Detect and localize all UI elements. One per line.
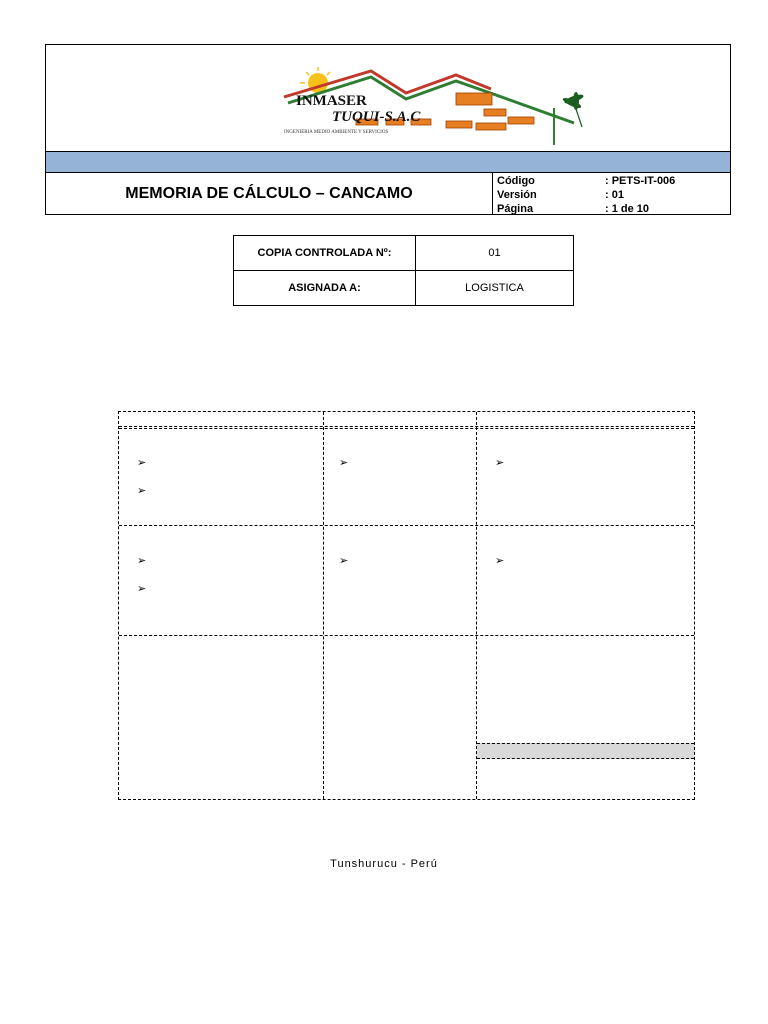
- document-title: MEMORIA DE CÁLCULO – CANCAMO: [46, 173, 493, 215]
- meta-label: Código: [497, 175, 535, 187]
- meta-value: : 01: [605, 189, 624, 201]
- bullet-icon: ➢: [495, 555, 505, 567]
- meta-value: : PETS-IT-006: [605, 175, 676, 187]
- meta-row-page: [497, 202, 727, 216]
- footer-location: Tunshurucu - Perú: [330, 858, 438, 870]
- blue-band: [46, 151, 730, 173]
- assigned-to-label: ASIGNADA A:: [234, 271, 416, 306]
- bullet-icon: ➢: [339, 555, 349, 567]
- row-divider: [119, 525, 694, 526]
- bullet-icon: ➢: [495, 457, 505, 469]
- logo-tagline: INGENIERIA MEDIO AMBIENTE Y SERVICIOS: [284, 130, 389, 135]
- document-header: [45, 44, 731, 215]
- document-meta: [497, 174, 727, 216]
- column-divider: [476, 412, 477, 799]
- logo-area: [46, 45, 730, 151]
- logo-line2: TUQUI-S.A.C: [332, 109, 421, 125]
- meta-label: Versión: [497, 189, 537, 201]
- meta-row-version: [497, 188, 727, 202]
- logo-line1: INMASER: [296, 93, 367, 109]
- bullet-icon: ➢: [137, 555, 147, 567]
- copy-number-label: COPIA CONTROLADA Nº:: [234, 236, 416, 271]
- meta-label: Página: [497, 203, 534, 215]
- company-logo: [236, 63, 596, 153]
- controlled-copy-table: [233, 235, 574, 306]
- meta-value: : 1 de 10: [605, 203, 650, 215]
- approval-table: [118, 411, 695, 800]
- bullet-icon: ➢: [137, 485, 147, 497]
- table-row: [234, 271, 574, 306]
- bullet-icon: ➢: [339, 457, 349, 469]
- column-divider: [323, 412, 324, 799]
- table-row: [234, 236, 574, 271]
- row-divider: [119, 635, 694, 636]
- bullet-icon: ➢: [137, 457, 147, 469]
- copy-number-value: 01: [416, 236, 574, 271]
- gray-bar: [477, 743, 694, 759]
- bullet-icon: ➢: [137, 583, 147, 595]
- row-divider: [119, 428, 694, 429]
- assigned-to-value: LOGISTICA: [416, 271, 574, 306]
- meta-row-code: [497, 174, 727, 188]
- row-divider: [119, 426, 694, 427]
